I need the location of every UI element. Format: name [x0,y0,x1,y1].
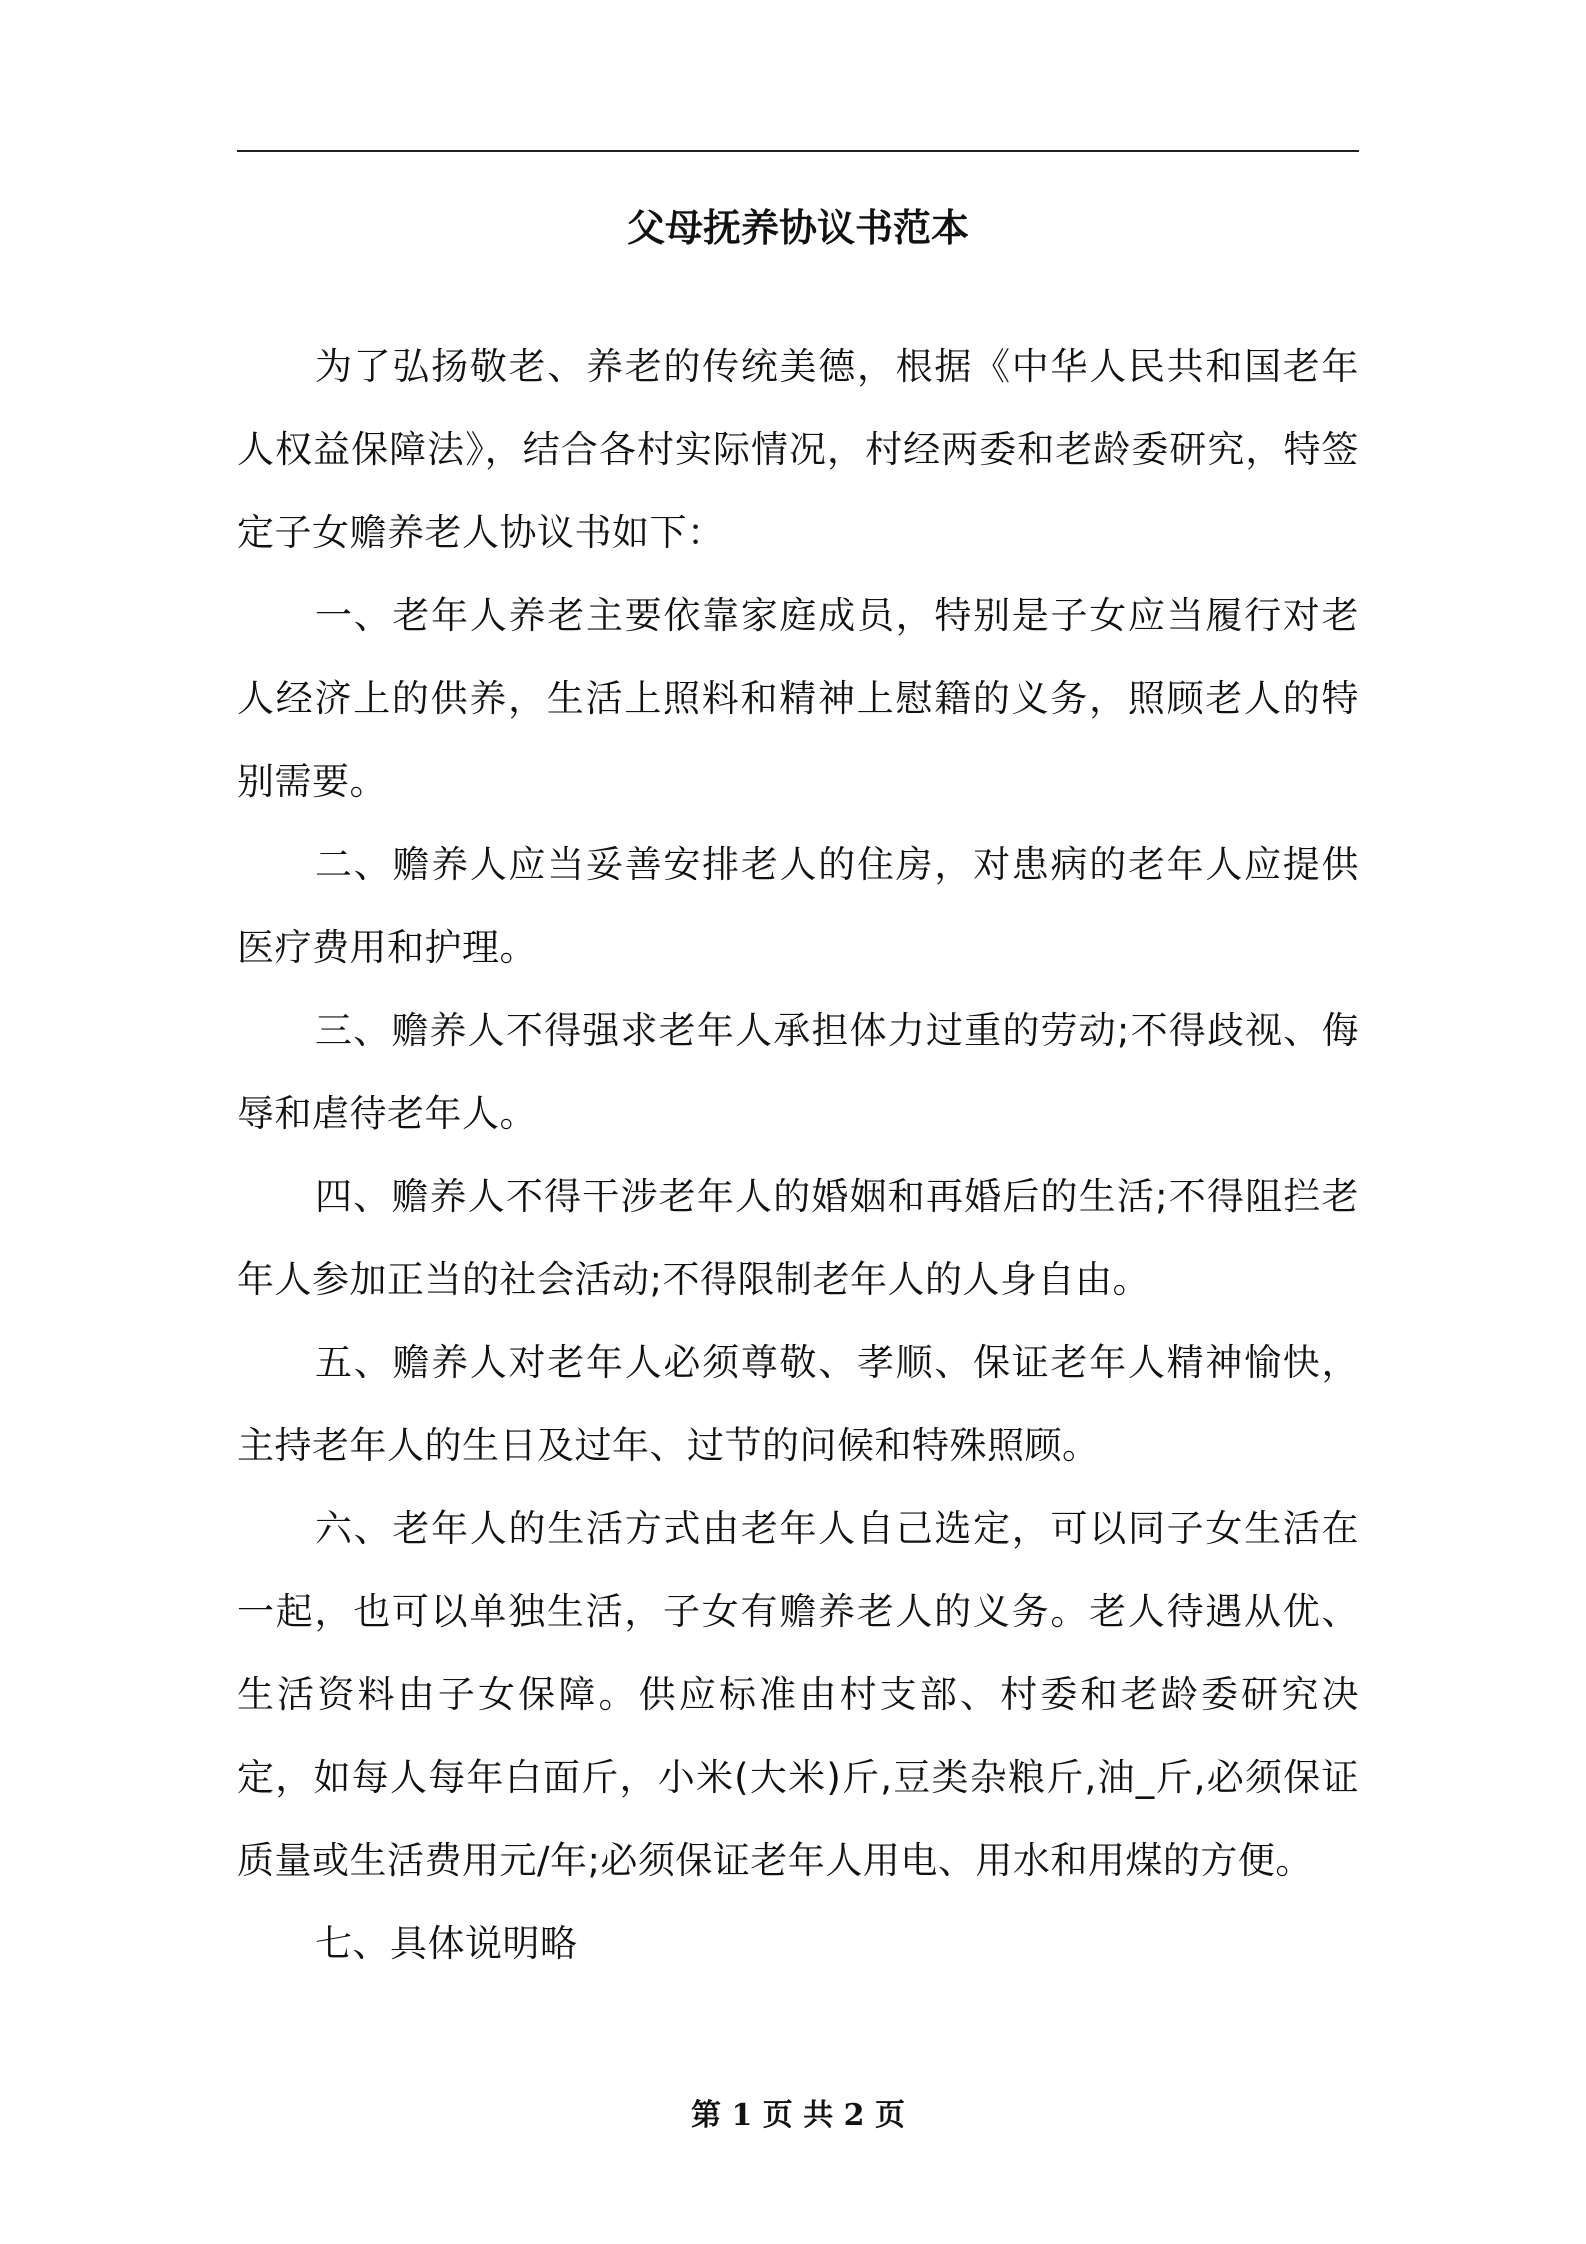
paragraph-clause-5: 五、赡养人对老年人必须尊敬、孝顺、保证老年人精神愉快，主持老年人的生日及过年、过节的问候和特殊照顾。 [237,1341,1359,1467]
document-title: 父母抚养协议书范本 [626,206,969,250]
page-number-footer [237,2096,1359,2136]
paragraph-clause-6: 六、老年人的生活方式由老年人自己选定，可以同子女生活在一起，也可以单独生活，子女有赡养老人的义务。老人待遇从优、生活资料由子女保障。供应标准由村支部、村委和老龄委研究决定，如每人每年白面斤，小米(大米)斤,豆类杂粮斤,油_斤,必须保证质量或生活费用元/年;必须保证老年人用电、用水和用煤的方便。 [237,1507,1359,1882]
page-number-label: 第 1 页 共 2 页 [691,2098,905,2133]
paragraph-intro: 为了弘扬敬老、养老的传统美德，根据《中华人民共和国老年人权益保障法》，结合各村实际情况，村经两委和老龄委研究，特签定子女赡养老人协议书如下： [237,345,1359,554]
paragraph-clause-4: 四、赡养人不得干涉老年人的婚姻和再婚后的生活;不得阻拦老年人参加正当的社会活动;不得限制老年人的人身自由。 [237,1175,1359,1301]
header-rule [237,150,1359,152]
paragraph-clause-2: 二、赡养人应当妥善安排老人的住房，对患病的老年人应提供医疗费用和护理。 [237,843,1359,969]
document-body [237,325,1359,1985]
paragraph-clause-7: 七、具体说明略 [315,1922,578,1965]
paragraph-clause-3: 三、赡养人不得强求老年人承担体力过重的劳动;不得歧视、侮辱和虐待老年人。 [237,1009,1359,1135]
paragraph-clause-1: 一、老年人养老主要依靠家庭成员，特别是子女应当履行对老人经济上的供养，生活上照料和精神上慰籍的义务，照顾老人的特别需要。 [237,594,1359,803]
